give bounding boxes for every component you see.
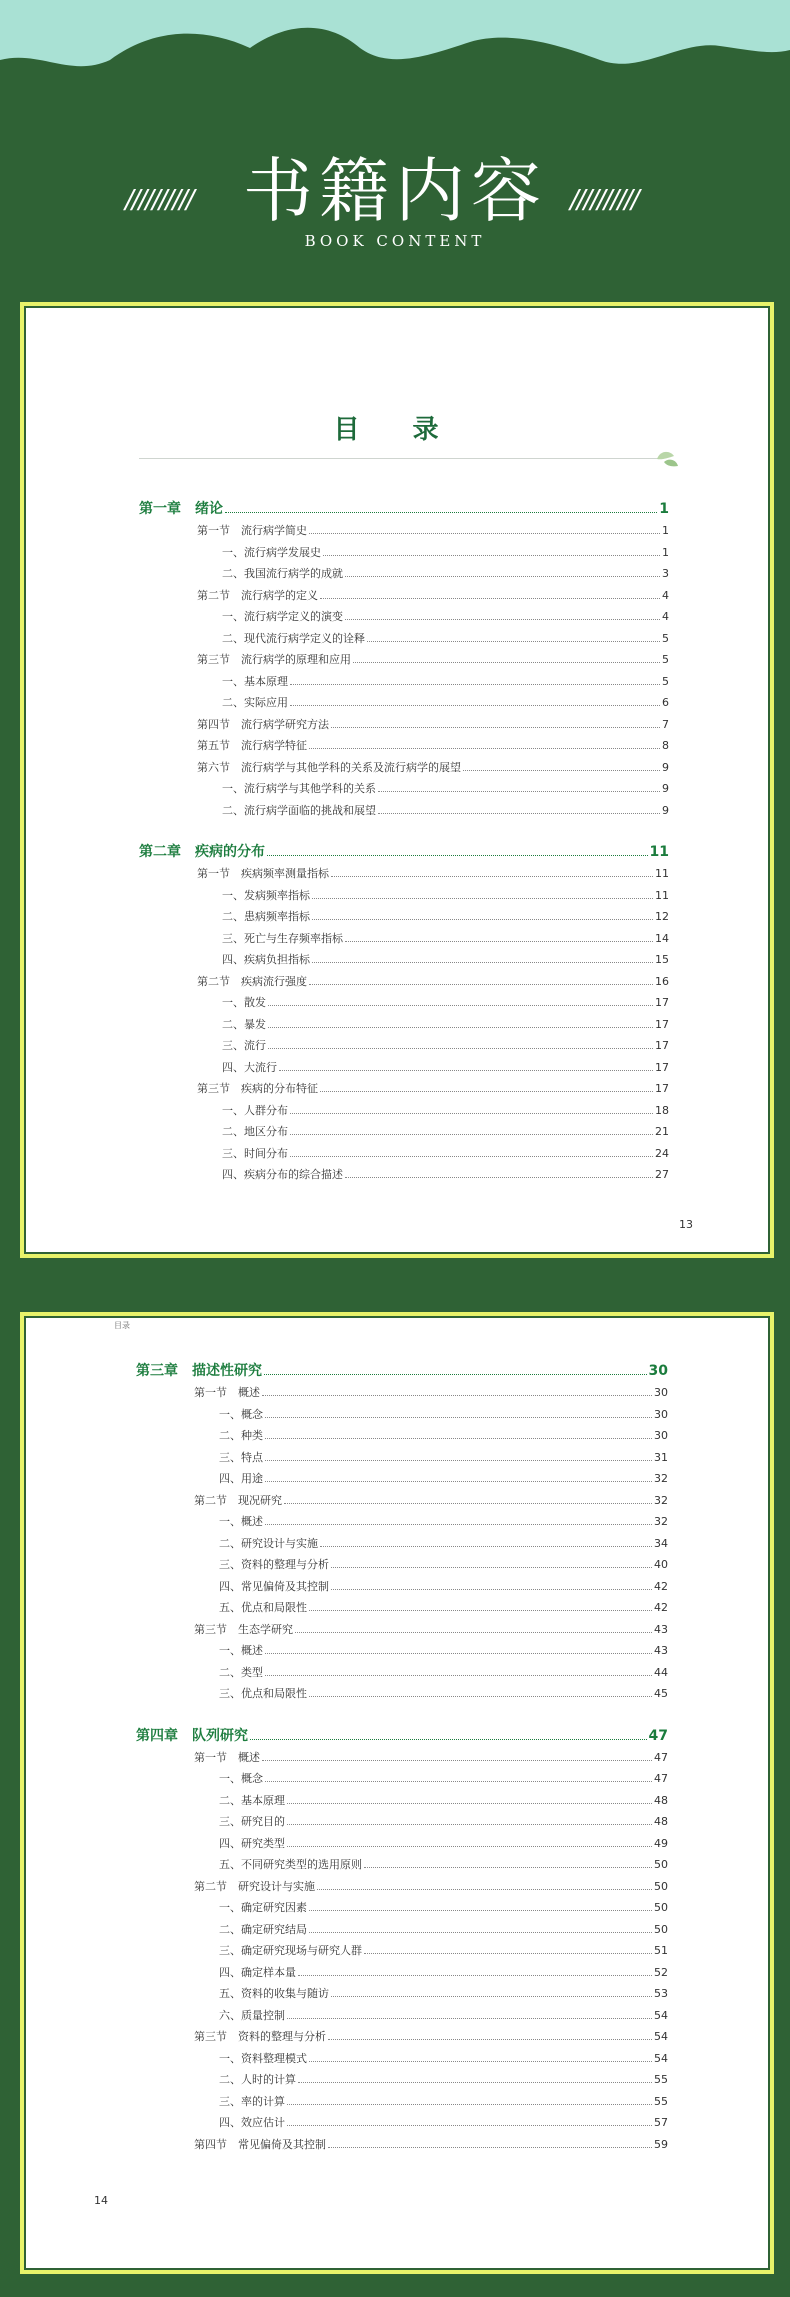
toc-leader-dots bbox=[364, 1867, 652, 1868]
toc-leader-dots bbox=[290, 1156, 653, 1157]
toc-leader-dots bbox=[279, 1070, 653, 1071]
toc-item-row bbox=[136, 1578, 668, 1600]
toc-leader-dots bbox=[309, 1910, 652, 1911]
toc-page-number: 3 bbox=[662, 567, 669, 580]
toc-item-row bbox=[136, 1470, 668, 1492]
toc-page-number: 47 bbox=[648, 1727, 668, 1744]
toc-leader-dots bbox=[290, 1113, 653, 1114]
toc-label: 第二节 流行病学的定义 bbox=[197, 588, 318, 602]
toc-chapter-row bbox=[139, 498, 669, 522]
toc-page-number: 50 bbox=[654, 1901, 668, 1914]
toc-leader-dots bbox=[290, 1134, 653, 1135]
toc-leader-dots bbox=[463, 770, 660, 771]
toc-label: 二、研究设计与实施 bbox=[219, 1536, 318, 1550]
toc-page-number: 17 bbox=[655, 1017, 669, 1031]
toc-label: 四、疾病负担指标 bbox=[222, 953, 310, 966]
toc-label: 第一章 绪论 bbox=[139, 501, 223, 517]
toc-page-number: 16 bbox=[655, 974, 669, 988]
banner-subtitle: BOOK CONTENT bbox=[304, 232, 486, 250]
page-number: 13 bbox=[679, 1218, 693, 1231]
toc-item-row bbox=[139, 544, 669, 566]
toc-label: 二、人时的计算 bbox=[219, 2073, 296, 2086]
toc-label: 一、流行病学与其他学科的关系 bbox=[222, 782, 376, 795]
toc-label: 一、流行病学发展史 bbox=[222, 545, 321, 559]
toc-leader-dots bbox=[317, 1889, 652, 1890]
toc-section-row bbox=[139, 522, 669, 544]
toc-item-row bbox=[136, 1642, 668, 1664]
toc-page-number: 32 bbox=[654, 1515, 668, 1528]
leaf-icon bbox=[654, 446, 680, 472]
toc-item-row bbox=[139, 1145, 669, 1167]
toc-leader-dots bbox=[378, 791, 660, 792]
toc-section-row bbox=[136, 1492, 668, 1514]
toc-item-row bbox=[136, 1449, 668, 1471]
toc-page-number: 53 bbox=[654, 1987, 668, 2000]
toc-item-row bbox=[139, 630, 669, 652]
toc-leader-dots bbox=[268, 1027, 653, 1028]
toc-page-number: 5 bbox=[662, 631, 669, 645]
toc-page-number: 17 bbox=[655, 1060, 669, 1074]
toc-page-number: 50 bbox=[654, 1858, 668, 1871]
toc-label: 一、概念 bbox=[219, 1772, 263, 1785]
heading-divider bbox=[139, 458, 659, 459]
toc-page-number: 24 bbox=[655, 1146, 669, 1160]
toc-item-row bbox=[136, 2007, 668, 2029]
toc-page-number: 7 bbox=[662, 717, 669, 731]
toc-label: 三、特点 bbox=[219, 1450, 263, 1464]
toc-leader-dots bbox=[328, 2147, 652, 2148]
toc-item-row bbox=[136, 1964, 668, 1986]
toc-label: 三、确定研究现场与研究人群 bbox=[219, 1944, 362, 1957]
toc-leader-dots bbox=[290, 705, 660, 706]
toc-page-number: 54 bbox=[654, 2051, 668, 2065]
toc-leader-dots bbox=[331, 727, 660, 728]
toc-label: 一、人群分布 bbox=[222, 1103, 288, 1117]
toc-page-number: 30 bbox=[654, 1386, 668, 1399]
toc-page-number: 30 bbox=[654, 1429, 668, 1442]
toc-page-number: 34 bbox=[654, 1536, 668, 1550]
toc-leader-dots bbox=[265, 1653, 652, 1654]
toc-section-row bbox=[139, 716, 669, 738]
toc-page-number: 45 bbox=[654, 1687, 668, 1700]
toc-page-number: 8 bbox=[662, 739, 669, 752]
toc-page-number: 48 bbox=[654, 1815, 668, 1828]
toc-section-row bbox=[136, 1749, 668, 1771]
toc-item-row bbox=[139, 951, 669, 973]
right-slashes: ////////// bbox=[570, 185, 638, 215]
toc-page-number: 43 bbox=[654, 1622, 668, 1636]
toc-leader-dots bbox=[378, 813, 660, 814]
toc-page-number: 27 bbox=[655, 1168, 669, 1181]
toc-leader-dots bbox=[331, 1589, 652, 1590]
toc-leader-dots bbox=[345, 941, 653, 942]
toc-page-number: 21 bbox=[655, 1125, 669, 1138]
toc-leader-dots bbox=[320, 1091, 653, 1092]
toc-label: 五、不同研究类型的选用原则 bbox=[219, 1858, 362, 1871]
toc-leader-dots bbox=[323, 555, 660, 556]
toc-label: 二、暴发 bbox=[222, 1017, 266, 1031]
toc-leader-dots bbox=[345, 619, 660, 620]
toc-leader-dots bbox=[264, 1374, 647, 1375]
toc-item-row bbox=[136, 1535, 668, 1557]
toc-leader-dots bbox=[265, 1781, 652, 1782]
toc-label: 三、优点和局限性 bbox=[219, 1687, 307, 1700]
toc-item-row bbox=[139, 1037, 669, 1059]
toc-label: 六、质量控制 bbox=[219, 2008, 285, 2022]
toc-section-row bbox=[139, 587, 669, 609]
toc-label: 第二章 疾病的分布 bbox=[139, 844, 265, 860]
toc-label: 第二节 研究设计与实施 bbox=[194, 1879, 315, 1893]
toc-heading: 目 录 bbox=[333, 415, 461, 445]
toc-label: 四、疾病分布的综合描述 bbox=[222, 1168, 343, 1181]
toc-page-number: 15 bbox=[655, 953, 669, 966]
toc-leader-dots bbox=[287, 1803, 652, 1804]
toc-label: 三、时间分布 bbox=[222, 1146, 288, 1160]
toc-page-number: 6 bbox=[662, 696, 669, 709]
toc-label: 第三节 疾病的分布特征 bbox=[197, 1082, 318, 1095]
toc-item-row bbox=[136, 1599, 668, 1621]
toc-label: 第三节 流行病学的原理和应用 bbox=[197, 653, 351, 666]
toc-label: 二、地区分布 bbox=[222, 1125, 288, 1138]
toc-page-number: 9 bbox=[662, 760, 669, 774]
toc-page-number: 44 bbox=[654, 1665, 668, 1679]
toc-section-row bbox=[139, 759, 669, 781]
toc-item-row bbox=[136, 1427, 668, 1449]
toc-label: 一、流行病学定义的演变 bbox=[222, 610, 343, 623]
hills-decoration bbox=[0, 0, 790, 120]
toc-label: 一、基本原理 bbox=[222, 674, 288, 688]
toc-leader-dots bbox=[295, 1632, 652, 1633]
toc-item-row bbox=[136, 2114, 668, 2136]
toc-page-number: 49 bbox=[654, 1836, 668, 1850]
toc-item-row bbox=[139, 673, 669, 695]
toc-item-row bbox=[136, 1899, 668, 1921]
toc-label: 第三章 描述性研究 bbox=[136, 1363, 262, 1379]
toc-item-row bbox=[136, 2093, 668, 2115]
toc-leader-dots bbox=[262, 1395, 652, 1396]
toc-leader-dots bbox=[265, 1438, 652, 1439]
toc-page-number: 32 bbox=[654, 1493, 668, 1507]
toc-label: 二、流行病学面临的挑战和展望 bbox=[222, 803, 376, 817]
toc-item-row bbox=[136, 1770, 668, 1792]
toc-page-number: 47 bbox=[654, 1750, 668, 1764]
toc-leader-dots bbox=[320, 598, 660, 599]
toc-page-number: 50 bbox=[654, 1879, 668, 1893]
toc-label: 二、确定研究结局 bbox=[219, 1922, 307, 1936]
toc-label: 五、资料的收集与随访 bbox=[219, 1987, 329, 2000]
toc-label: 二、基本原理 bbox=[219, 1793, 285, 1807]
toc-label: 二、现代流行病学定义的诠释 bbox=[222, 631, 365, 645]
toc-label: 第一节 概述 bbox=[194, 1386, 260, 1399]
toc-list-2 bbox=[136, 1360, 668, 2157]
toc-leader-dots bbox=[284, 1503, 652, 1504]
toc-page-2 bbox=[20, 1312, 774, 2274]
toc-item-row bbox=[136, 1406, 668, 1428]
toc-item-row bbox=[136, 1856, 668, 1878]
toc-page-number: 43 bbox=[654, 1644, 668, 1657]
toc-item-row bbox=[139, 694, 669, 716]
toc-leader-dots bbox=[345, 1177, 653, 1178]
toc-label: 第二节 现况研究 bbox=[194, 1493, 282, 1507]
toc-item-row bbox=[136, 1792, 668, 1814]
toc-item-row bbox=[139, 608, 669, 630]
toc-label: 二、我国流行病学的成就 bbox=[222, 567, 343, 580]
toc-leader-dots bbox=[287, 1846, 652, 1847]
toc-item-row bbox=[136, 1985, 668, 2007]
toc-page-number: 9 bbox=[662, 782, 669, 795]
toc-page-number: 54 bbox=[654, 2030, 668, 2043]
toc-section-row bbox=[139, 973, 669, 995]
toc-item-row bbox=[139, 887, 669, 909]
toc-leader-dots bbox=[309, 1610, 652, 1611]
toc-page-number: 47 bbox=[654, 1772, 668, 1785]
toc-page-number: 54 bbox=[654, 2008, 668, 2022]
toc-page-number: 57 bbox=[654, 2116, 668, 2129]
toc-page-number: 17 bbox=[655, 996, 669, 1009]
left-slashes: ////////// bbox=[125, 185, 193, 215]
toc-page-number: 9 bbox=[662, 803, 669, 817]
toc-item-row bbox=[139, 1102, 669, 1124]
toc-label: 四、常见偏倚及其控制 bbox=[219, 1579, 329, 1593]
toc-leader-dots bbox=[309, 984, 653, 985]
toc-section-row bbox=[139, 865, 669, 887]
toc-item-row bbox=[136, 1921, 668, 1943]
toc-item-row bbox=[139, 1016, 669, 1038]
toc-label: 第三节 资料的整理与分析 bbox=[194, 2030, 326, 2043]
toc-leader-dots bbox=[309, 748, 660, 749]
toc-page-number: 1 bbox=[662, 524, 669, 537]
toc-section-row bbox=[136, 1621, 668, 1643]
toc-label: 四、大流行 bbox=[222, 1060, 277, 1074]
toc-item-row bbox=[139, 994, 669, 1016]
toc-leader-dots bbox=[287, 2125, 652, 2126]
toc-item-row bbox=[136, 1664, 668, 1686]
toc-label: 五、优点和局限性 bbox=[219, 1601, 307, 1614]
toc-label: 四、研究类型 bbox=[219, 1836, 285, 1850]
toc-item-row bbox=[139, 1059, 669, 1081]
toc-gap bbox=[139, 823, 669, 841]
toc-label: 第五节 流行病学特征 bbox=[197, 739, 307, 752]
toc-item-row bbox=[136, 1835, 668, 1857]
banner-title: 书籍内容 bbox=[243, 150, 547, 232]
toc-leader-dots bbox=[320, 1546, 652, 1547]
toc-leader-dots bbox=[287, 2104, 652, 2105]
toc-leader-dots bbox=[225, 512, 657, 513]
toc-leader-dots bbox=[267, 855, 648, 856]
toc-item-row bbox=[136, 1813, 668, 1835]
toc-list-1 bbox=[139, 498, 669, 1188]
toc-label: 第三节 生态学研究 bbox=[194, 1622, 293, 1636]
toc-label: 二、患病频率指标 bbox=[222, 910, 310, 923]
toc-section-row bbox=[139, 651, 669, 673]
toc-label: 二、类型 bbox=[219, 1665, 263, 1679]
toc-leader-dots bbox=[309, 1932, 652, 1933]
toc-label: 四、确定样本量 bbox=[219, 1965, 296, 1979]
toc-label: 三、率的计算 bbox=[219, 2094, 285, 2108]
toc-label: 三、资料的整理与分析 bbox=[219, 1558, 329, 1571]
toc-page-number: 17 bbox=[655, 1039, 669, 1052]
toc-item-row bbox=[136, 2050, 668, 2072]
toc-label: 一、资料整理模式 bbox=[219, 2051, 307, 2065]
toc-page-number: 5 bbox=[662, 674, 669, 688]
toc-page-number: 17 bbox=[655, 1082, 669, 1095]
toc-leader-dots bbox=[268, 1005, 653, 1006]
toc-label: 第六节 流行病学与其他学科的关系及流行病学的展望 bbox=[197, 760, 461, 774]
toc-item-row bbox=[139, 1123, 669, 1145]
toc-page-number: 14 bbox=[655, 931, 669, 945]
toc-label: 一、概述 bbox=[219, 1644, 263, 1657]
toc-label: 第四章 队列研究 bbox=[136, 1727, 248, 1744]
running-header: 目录 bbox=[114, 1321, 130, 1330]
toc-chapter-row bbox=[136, 1360, 668, 1384]
toc-page-number: 55 bbox=[654, 2094, 668, 2108]
toc-item-row bbox=[136, 1942, 668, 1964]
toc-leader-dots bbox=[250, 1739, 647, 1740]
toc-leader-dots bbox=[353, 662, 660, 663]
toc-section-row bbox=[136, 2136, 668, 2158]
toc-label: 二、实际应用 bbox=[222, 696, 288, 709]
toc-label: 第四节 流行病学研究方法 bbox=[197, 717, 329, 731]
banner bbox=[0, 150, 790, 250]
toc-label: 第四节 常见偏倚及其控制 bbox=[194, 2137, 326, 2151]
toc-item-row bbox=[139, 802, 669, 824]
toc-chapter-row bbox=[136, 1725, 668, 1749]
toc-section-row bbox=[139, 1080, 669, 1102]
toc-item-row bbox=[139, 930, 669, 952]
toc-page-number: 1 bbox=[662, 545, 669, 559]
toc-label: 第一节 概述 bbox=[194, 1750, 260, 1764]
toc-page-number: 50 bbox=[654, 1922, 668, 1936]
toc-label: 四、效应估计 bbox=[219, 2116, 285, 2129]
toc-label: 一、散发 bbox=[222, 996, 266, 1009]
toc-label: 一、概述 bbox=[219, 1515, 263, 1528]
toc-leader-dots bbox=[328, 2039, 652, 2040]
toc-leader-dots bbox=[290, 684, 660, 685]
toc-page-number: 59 bbox=[654, 2137, 668, 2151]
toc-page-number: 18 bbox=[655, 1103, 669, 1117]
toc-label: 一、发病频率指标 bbox=[222, 888, 310, 902]
toc-page-number: 4 bbox=[662, 588, 669, 602]
toc-page-number: 11 bbox=[655, 888, 669, 902]
toc-page-number: 31 bbox=[654, 1450, 668, 1464]
page-number: 14 bbox=[94, 2194, 108, 2207]
toc-label: 第一节 流行病学简史 bbox=[197, 524, 307, 537]
toc-page-number: 42 bbox=[654, 1601, 668, 1614]
toc-item-row bbox=[136, 1556, 668, 1578]
toc-item-row bbox=[139, 908, 669, 930]
toc-item-row bbox=[136, 1685, 668, 1707]
toc-leader-dots bbox=[287, 1824, 652, 1825]
toc-leader-dots bbox=[298, 2082, 652, 2083]
toc-leader-dots bbox=[265, 1481, 652, 1482]
toc-page-number: 4 bbox=[662, 610, 669, 623]
toc-leader-dots bbox=[309, 2061, 652, 2062]
toc-leader-dots bbox=[265, 1460, 652, 1461]
toc-label: 三、流行 bbox=[222, 1039, 266, 1052]
toc-leader-dots bbox=[367, 641, 660, 642]
toc-leader-dots bbox=[331, 876, 653, 877]
toc-gap bbox=[136, 1707, 668, 1725]
toc-leader-dots bbox=[309, 1696, 652, 1697]
toc-section-row bbox=[136, 2028, 668, 2050]
toc-leader-dots bbox=[262, 1760, 652, 1761]
toc-page-number: 12 bbox=[655, 910, 669, 923]
toc-leader-dots bbox=[312, 919, 653, 920]
toc-leader-dots bbox=[268, 1048, 653, 1049]
toc-leader-dots bbox=[265, 1524, 652, 1525]
toc-page-number: 32 bbox=[654, 1472, 668, 1485]
toc-page-number: 40 bbox=[654, 1558, 668, 1571]
toc-label: 一、概念 bbox=[219, 1407, 263, 1421]
toc-item-row bbox=[139, 1166, 669, 1188]
toc-item-row bbox=[139, 565, 669, 587]
toc-section-row bbox=[139, 737, 669, 759]
toc-label: 第二节 疾病流行强度 bbox=[197, 974, 307, 988]
toc-leader-dots bbox=[312, 898, 653, 899]
toc-page-number: 55 bbox=[654, 2073, 668, 2086]
toc-leader-dots bbox=[265, 1675, 652, 1676]
toc-chapter-row bbox=[139, 841, 669, 865]
toc-section-row bbox=[136, 1384, 668, 1406]
toc-leader-dots bbox=[265, 1417, 652, 1418]
toc-section-row bbox=[136, 1878, 668, 1900]
toc-label: 四、用途 bbox=[219, 1472, 263, 1485]
toc-leader-dots bbox=[309, 533, 660, 534]
toc-leader-dots bbox=[287, 2018, 652, 2019]
toc-label: 三、研究目的 bbox=[219, 1815, 285, 1828]
toc-page-number: 48 bbox=[654, 1793, 668, 1807]
toc-item-row bbox=[136, 1513, 668, 1535]
toc-label: 二、种类 bbox=[219, 1429, 263, 1442]
toc-page-number: 1 bbox=[659, 501, 669, 517]
toc-leader-dots bbox=[345, 576, 660, 577]
toc-label: 一、确定研究因素 bbox=[219, 1901, 307, 1914]
toc-leader-dots bbox=[364, 1953, 652, 1954]
toc-label: 三、死亡与生存频率指标 bbox=[222, 931, 343, 945]
toc-leader-dots bbox=[312, 962, 653, 963]
toc-page-1 bbox=[20, 302, 774, 1258]
toc-page-number: 51 bbox=[654, 1944, 668, 1957]
toc-page-number: 11 bbox=[649, 844, 669, 860]
toc-page-number: 11 bbox=[655, 867, 669, 880]
toc-page-number: 30 bbox=[648, 1363, 668, 1379]
toc-page-number: 42 bbox=[654, 1579, 668, 1593]
toc-item-row bbox=[139, 780, 669, 802]
toc-leader-dots bbox=[298, 1975, 652, 1976]
toc-leader-dots bbox=[331, 1996, 652, 1997]
toc-leader-dots bbox=[331, 1567, 652, 1568]
toc-page-number: 5 bbox=[662, 653, 669, 666]
toc-page-number: 52 bbox=[654, 1965, 668, 1979]
toc-label: 第一节 疾病频率测量指标 bbox=[197, 867, 329, 880]
toc-page-number: 30 bbox=[654, 1407, 668, 1421]
toc-item-row bbox=[136, 2071, 668, 2093]
